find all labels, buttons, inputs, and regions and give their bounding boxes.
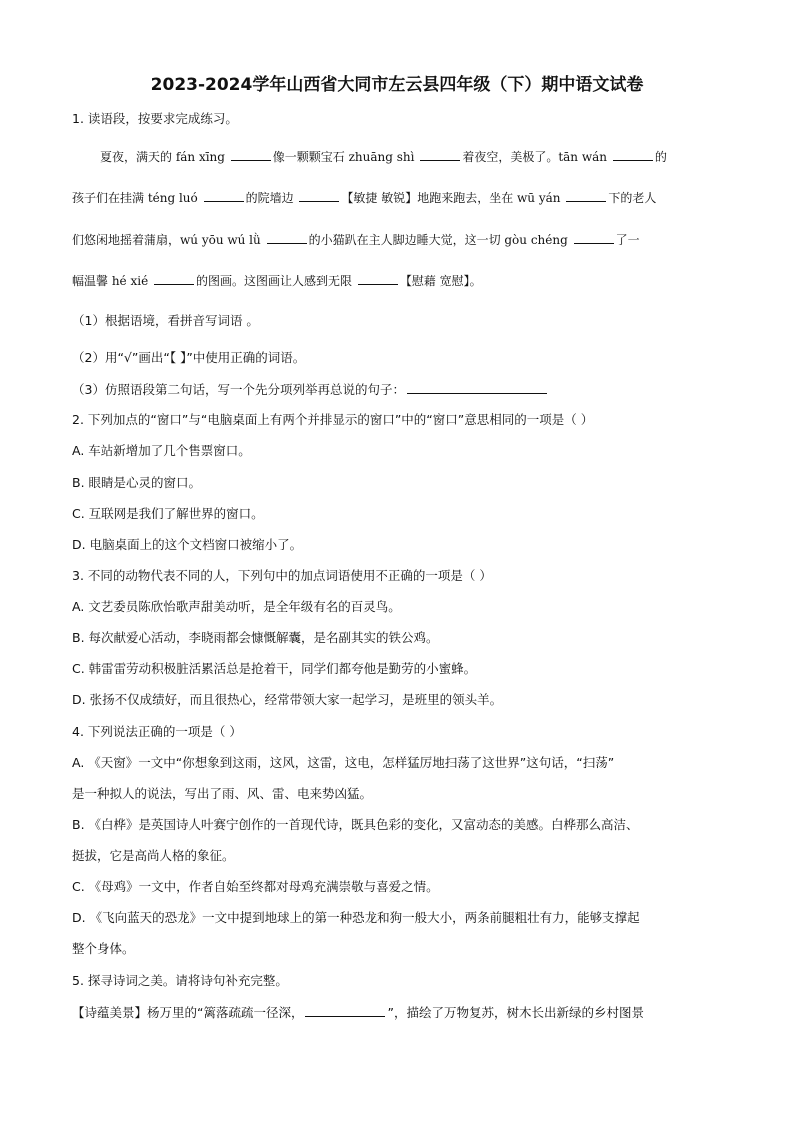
q1-passage-line-1: 夏夜，满天的 fán xīng 像一颗颗宝石 zhuāng shì 着夜空，美极了。tān wán 的 <box>100 150 667 164</box>
q3-option-a[interactable]: A. 文艺委员陈欣怡歌声甜美动听，是全年级有名的百灵鸟。 <box>72 599 401 614</box>
answer-blank[interactable] <box>358 272 398 285</box>
answer-blank[interactable] <box>574 231 614 244</box>
q3-option-b[interactable]: B. 每次献爱心活动，李晓雨都会慷慨解囊，是名副其实的铁公鸡。 <box>72 630 439 645</box>
answer-blank[interactable] <box>407 381 547 394</box>
q4-option-b-cont: 挺拔，它是高尚人格的象征。 <box>72 848 235 863</box>
q2-option-a[interactable]: A. 车站新增加了几个售票窗口。 <box>72 443 251 458</box>
q4-stem: 4. 下列说法正确的一项是（ ） <box>72 724 242 739</box>
q4-option-c[interactable]: C. 《母鸡》一文中，作者自始至终都对母鸡充满崇敬与喜爱之情。 <box>72 879 439 894</box>
q4-option-a[interactable]: A. 《天窗》一文中“你想象到这雨，这风，这雷，这电，怎样猛厉地扫荡了这世界”这句话，“扫荡” <box>72 755 615 770</box>
answer-blank[interactable] <box>299 189 339 202</box>
q3-option-c[interactable]: C. 韩雷雷劳动积极脏活累活总是抢着干，同学们都夸他是勤劳的小蜜蜂。 <box>72 661 477 676</box>
q4-option-a-cont: 是一种拟人的说法，写出了雨、风、雷、电来势凶猛。 <box>72 786 373 801</box>
q4-option-d[interactable]: D. 《飞向蓝天的恐龙》一文中提到地球上的第一种恐龙和狗一般大小，两条前腿粗壮有力，能够支撑起 <box>72 910 640 925</box>
q1-passage-line-2: 孩子们在挂满 téng luó 的院墙边 【敏捷 敏锐】地跑来跑去，坐在 wū yán 下的老人 <box>72 191 657 205</box>
answer-blank[interactable] <box>566 189 606 202</box>
answer-blank[interactable] <box>231 148 271 161</box>
q2-option-c[interactable]: C. 互联网是我们了解世界的窗口。 <box>72 506 264 521</box>
q2-stem: 2. 下列加点的“窗口”与“电脑桌面上有两个并排显示的窗口”中的“窗口”意思相同的一项是（ ） <box>72 412 594 427</box>
q1-sub-1: （1）根据语境，看拼音写词语 。 <box>72 313 259 328</box>
q1-sub-3: （3）仿照语段第二句话，写一个先分项列举再总说的句子： <box>72 381 549 398</box>
q1-stem: 1. 读语段，按要求完成练习。 <box>72 111 238 126</box>
answer-blank[interactable] <box>204 189 244 202</box>
q1-sub-2: （2）用“√”画出“【 】”中使用正确的词语。 <box>72 350 306 365</box>
q1-passage-line-4: 幅温馨 hé xié 的图画。这图画让人感到无限 【慰藉 宽慰】。 <box>72 274 482 288</box>
q4-option-d-cont: 整个身体。 <box>72 941 135 956</box>
answer-blank[interactable] <box>305 1004 385 1017</box>
answer-blank[interactable] <box>420 148 460 161</box>
answer-blank[interactable] <box>267 231 307 244</box>
q2-option-d[interactable]: D. 电脑桌面上的这个文档窗口被缩小了。 <box>72 537 303 552</box>
exam-title: 2023-2024学年山西省大同市左云县四年级（下）期中语文试卷 <box>150 75 644 95</box>
answer-blank[interactable] <box>613 148 653 161</box>
q5-stem: 5. 探寻诗词之美。请将诗句补充完整。 <box>72 973 288 988</box>
q2-option-b[interactable]: B. 眼睛是心灵的窗口。 <box>72 475 202 490</box>
q5-line-1: 【诗蕴美景】杨万里的“篱落疏疏一径深， ”，描绘了万物复苏，树木长出新绿的乡村图景 <box>72 1005 644 1020</box>
q3-stem: 3. 不同的动物代表不同的人，下列句中的加点词语使用不正确的一项是（ ） <box>72 568 492 583</box>
q3-option-d[interactable]: D. 张扬不仅成绩好，而且很热心，经常带领大家一起学习，是班里的领头羊。 <box>72 692 503 707</box>
q4-option-b[interactable]: B. 《白桦》是英国诗人叶赛宁创作的一首现代诗，既具色彩的变化，又富动态的美感。白桦那么高洁、 <box>72 817 639 832</box>
answer-blank[interactable] <box>154 272 194 285</box>
q1-passage-line-3: 们悠闲地摇着蒲扇，wú yōu wú lǜ 的小猫趴在主人脚边睡大觉，这一切 gòu chéng 了一 <box>72 233 640 247</box>
